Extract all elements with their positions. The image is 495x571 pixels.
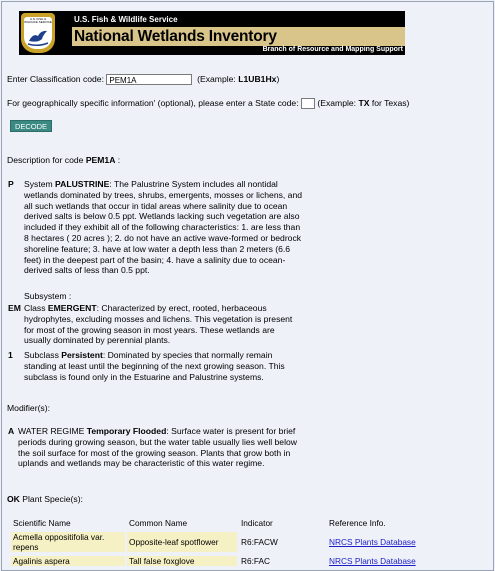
subsystem-label: Subsystem : (24, 291, 72, 301)
column-header: Scientific Name (13, 518, 71, 528)
modifier-name: Temporary Flooded (86, 426, 167, 436)
scientific-name: Agalinis aspera (11, 556, 125, 566)
modifier-description (18, 426, 300, 469)
nwi-banner (19, 11, 405, 55)
subclass-text: : Dominated by species that normally remain standing at least until the beginning of the next growing season. This subclass is found only in the Estuarine and Palustrine systems. (24, 350, 285, 382)
class-prefix: Class (24, 303, 48, 313)
class-code: EM (8, 303, 21, 313)
system-name: PALUSTRINE (55, 179, 110, 189)
description-heading-prefix: Description for code (7, 155, 86, 165)
state-example-prefix: (Example: (317, 98, 359, 108)
modifier-prefix: WATER REGIME (18, 426, 87, 436)
site-title: National Wetlands Inventory (74, 28, 277, 45)
agency-name: U.S. Fish & Wildlife Service (74, 15, 178, 24)
table-row (11, 532, 431, 552)
code-label: Enter Classification code: (7, 74, 104, 84)
class-text: : Characterized by erect, rooted, herbaceous hydrophytes, excluding mosses and lichens. This vegetation is present for most of the growing season in most years. These wetlands are usually dominated by perennial plants. (24, 303, 293, 346)
modifier-text: : Surface water is present for brief periods during growing season, but the water table usually lies well below the soil surface for most of the growing season. Plants that grow both in uplands and wetlands may be characteristic of this water regime. (18, 426, 297, 469)
plants-state-code: OK (7, 494, 20, 504)
plants-heading-text: Plant Specie(s): (19, 494, 83, 504)
table-header-row (11, 518, 431, 528)
system-description (24, 179, 304, 276)
plants-heading (7, 494, 83, 504)
indicator: R6:FACW (241, 537, 278, 547)
modifiers-heading: Modifier(s): (7, 403, 50, 413)
code-example: L1UB1Hx (238, 74, 277, 84)
code-example-suffix: ) (276, 74, 280, 84)
description-code: PEM1A (85, 155, 116, 165)
duck-icon (27, 27, 49, 47)
usfws-seal-icon (21, 13, 55, 53)
reference-link-text[interactable]: NRCS Plants Database (329, 556, 416, 566)
column-header: Common Name (129, 518, 188, 528)
common-name: Tall false foxglove (127, 556, 237, 566)
system-prefix: System (24, 179, 56, 189)
description-heading-suffix: : (115, 155, 121, 165)
reference-link[interactable] (327, 532, 431, 552)
class-name: EMERGENT (47, 303, 97, 313)
reference-link-text[interactable]: NRCS Plants Database (329, 537, 416, 547)
column-header: Reference Info. (329, 518, 386, 528)
code-row (7, 74, 279, 85)
state-example-code: TX (358, 98, 370, 108)
subclass-prefix: Subclass (24, 350, 62, 360)
indicator: R6:FAC (241, 556, 271, 566)
title-bar (72, 27, 405, 46)
subclass-description (24, 350, 304, 382)
scientific-name: Acmella oppositifolia var. repens (11, 532, 125, 552)
subclass-code: 1 (8, 350, 13, 360)
system-text: : The Palustrine System includes all nontidal wetlands dominated by trees, shrubs, emergents, mosses or lichens, and all such wetlands that occur in tidal areas where salinity due to ocean derived salts is below 0.5 ppt. Wetlands lacking such vegetation are also included if they exhibit all of the following characteristics: 1. are less than 8 hectares ( 20 acres ); 2. do not have an active wave-formed or bedrock shoreline feature; 3. have at low water a depth less than 2 meters (6.6 feet) in the deepest part of the basin; 4. have a salinity due to ocean-derived salts of less than 0.5 ppt. (24, 179, 303, 276)
page-frame (1, 1, 494, 571)
description-heading (7, 155, 120, 165)
state-code-input[interactable] (301, 98, 315, 109)
decode-button[interactable]: DECODE (10, 120, 52, 132)
subclass-name: Persistent (61, 350, 103, 360)
plant-species-table (9, 514, 433, 570)
modifier-code: A (8, 426, 15, 436)
column-header: Indicator (241, 518, 273, 528)
class-description (24, 303, 300, 346)
state-row (7, 98, 409, 109)
seal-text: U.S. FISH & WILDLIFE SERVICE (24, 17, 52, 25)
state-example-suffix: for Texas) (369, 98, 410, 108)
code-example-prefix: (Example: (197, 74, 239, 84)
classification-code-input[interactable]: PEM1A (106, 74, 192, 85)
table-row (11, 556, 431, 566)
branch-name: Branch of Resource and Mapping Support (262, 46, 403, 53)
common-name: Opposite-leaf spotflower (127, 532, 237, 552)
system-code: P (8, 179, 14, 189)
reference-link[interactable] (327, 556, 431, 566)
state-label: For geographically specific information' (optional), please enter a State code: (7, 98, 299, 108)
